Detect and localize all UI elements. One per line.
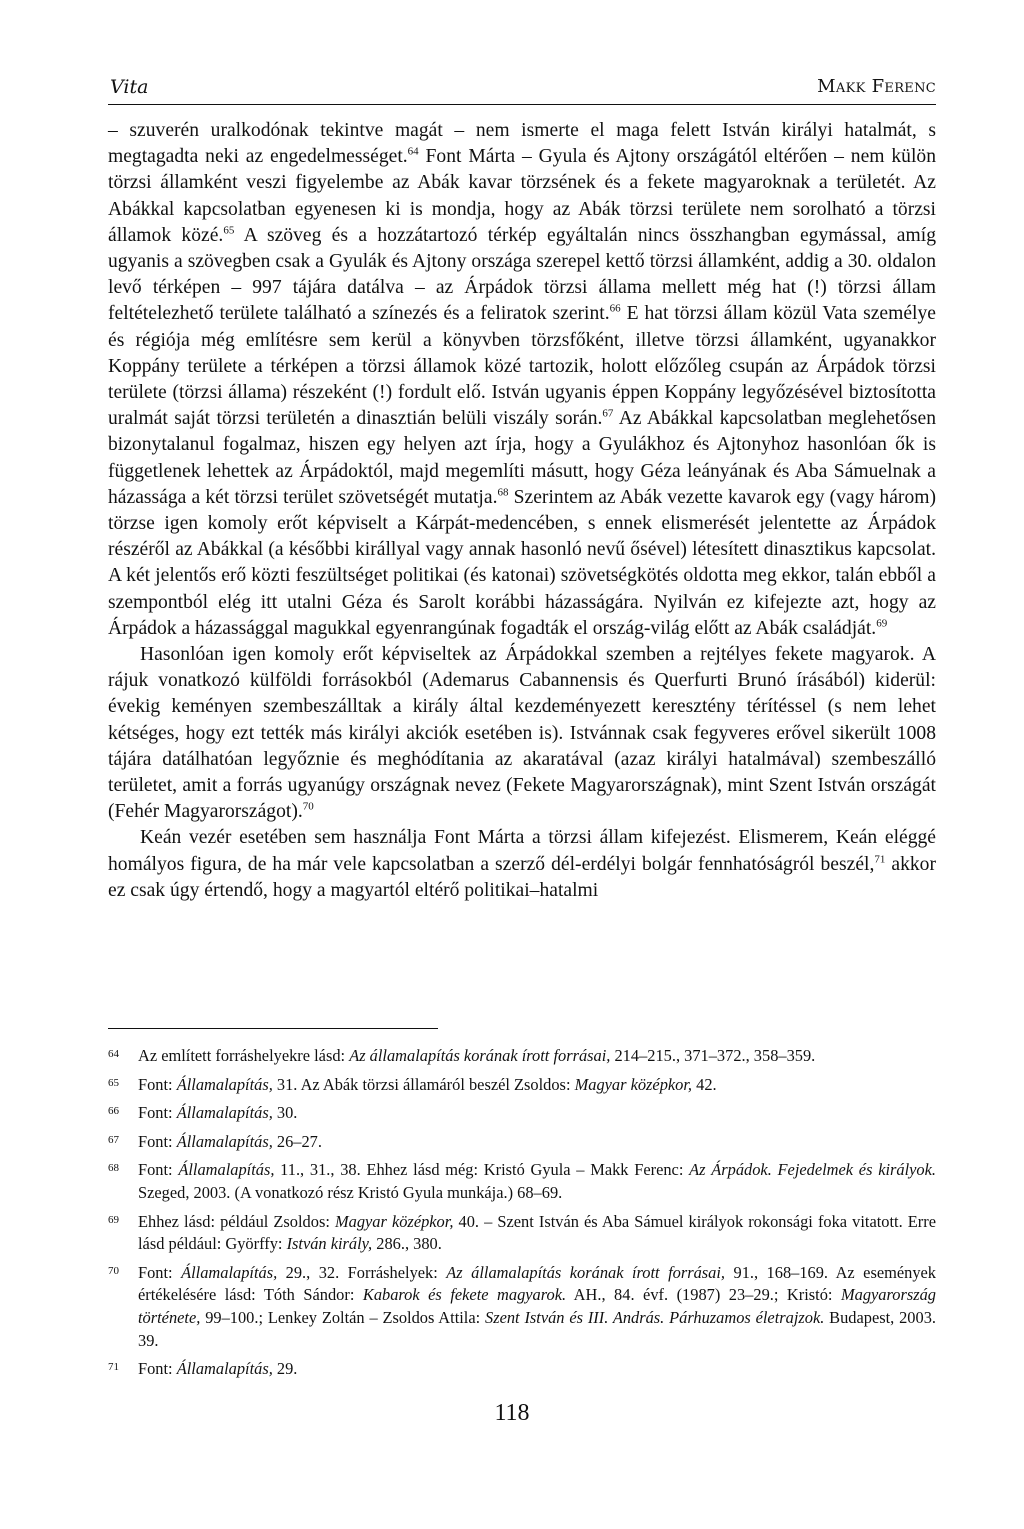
- text-run: 30.: [272, 1103, 298, 1123]
- italic-title: Államalapítás,: [176, 1103, 273, 1123]
- page-number: 118: [494, 1400, 530, 1426]
- footnote: [108, 1262, 936, 1352]
- text-run: Budapest, 2003. 39.: [138, 1307, 936, 1350]
- italic-title: Az államalapítás korának írott forrásai,: [349, 1046, 611, 1065]
- footnote-reference: 70: [302, 800, 314, 813]
- footnote-number: 70: [108, 1264, 119, 1277]
- italic-title: Államalapítás,: [178, 1160, 275, 1180]
- footnote: [108, 1074, 936, 1097]
- footnote-separator: [108, 1028, 438, 1029]
- footnote-number: 64: [108, 1048, 119, 1060]
- italic-title: Államalapítás,: [181, 1262, 278, 1282]
- footnote-reference: 66: [609, 302, 621, 315]
- text-run: 99–100.; Lenkey Zoltán – Zsoldos Attila:: [200, 1307, 486, 1327]
- text-run: 29., 32. Forráshelyek:: [277, 1262, 447, 1282]
- paragraph: [108, 642, 936, 825]
- footnote: [108, 1159, 936, 1204]
- paragraph: [108, 825, 936, 904]
- text-run: Keán vezér esetében sem használja Font Márta a törzsi állam kifejezést. Elismerem, Keán eléggé homályos figura, de ha már vele kapcsolatban a szerző dél-erdélyi bolgár fennhatóságról beszél,: [108, 827, 936, 875]
- text-run: 42.: [692, 1074, 717, 1094]
- text-run: 29.: [272, 1359, 298, 1379]
- italic-title: Kabarok és fekete magyarok.: [362, 1285, 567, 1305]
- text-run: 91., 168–169. Az események értékelésére lásd: Tóth Sándor:: [138, 1262, 936, 1305]
- text-run: Az Abákkal kapcsolatban meglehetősen bizonytalanul fogalmaz, hiszen egy helyen azt írja, hogy a Gyulákhoz és Ajtonyhoz hasonlóan ők is függetlenek lehettek az Árpádoktól, majd megemlíti másutt, hogy Géza leányának és Aba Sámuelnak a házassága a két törzsi terület szövetségét mutatja.: [108, 408, 936, 508]
- text-run: Ehhez lásd: például Zsoldos:: [138, 1211, 335, 1231]
- paragraph: [108, 118, 936, 642]
- footnote-reference: 64: [407, 145, 419, 158]
- footnote-reference: 71: [874, 853, 886, 866]
- footnote-number: 71: [108, 1361, 119, 1374]
- footnote: [108, 1211, 936, 1256]
- running-head-author: Makk Ferenc: [817, 76, 936, 97]
- footnote-number: 69: [108, 1213, 119, 1226]
- text-run: 286., 380.: [372, 1234, 442, 1254]
- text-run: Szerintem az Abák vezette kavarok egy (vagy három) törzse igen komoly erőt képviselt a Kárpát-medencében, s ennek elismerését jelentette az Árpádok részéről az Abákkal (a későbbi királlyal vagy annak hasonló nevű ősével) létesített dinasztikus kapcsolat. A két jelentős erő közti feszültséget politikai (és katonai) szövetségkötés oldotta meg ekkor, talán ebből a szempontból elég itt utalni Géza és Sarolt korábbi házasságára. Nyilván ez kifejezte azt, hogy az Árpádok a házassággal magukkal egyenrangúnak fogadták el ország-világ előtt az Abák családját.: [108, 486, 937, 639]
- text-run: Szeged, 2003. (A vonatkozó rész Kristó Gyula munkája.) 68–69.: [138, 1182, 563, 1202]
- text-run: Font:: [138, 1160, 179, 1180]
- footnotes: [108, 1045, 936, 1387]
- footnote: [108, 1045, 936, 1068]
- footnote: [108, 1358, 936, 1381]
- footnote-reference: 65: [223, 224, 235, 237]
- italic-title: Államalapítás,: [176, 1074, 273, 1094]
- italic-title: Államalapítás,: [176, 1131, 273, 1151]
- running-head-section: Vita: [110, 76, 149, 98]
- italic-title: Magyar középkor,: [574, 1074, 693, 1094]
- text-run: 26–27.: [272, 1131, 322, 1151]
- text-run: Font:: [138, 1103, 177, 1123]
- italic-title: Szent István és III. András. Párhuzamos életrajzok.: [485, 1307, 825, 1327]
- text-run: Font:: [138, 1262, 182, 1282]
- header-rule: [108, 104, 936, 105]
- text-run: Az említett forráshelyekre lásd:: [138, 1046, 350, 1065]
- text-run: Hasonlóan igen komoly erőt képviseltek az Árpádokkal szemben a rejtélyes fekete magyarok. A rájuk vonatkozó külföldi forrásokból (Ademarus Cabannensis és Querfurti Brunó írásából) kiderül: évekig keményen szembeszálltak a király által kezdeményezett keresztény térítéssel (s nem lehet kétséges, hogy ezt tették más királyi akciók esetében is). Istvánnak csak fegyveres erővel sikerült 1008 tájára datálhatóan legyőznie és meghódítania az akaratával (azaz királyi hatalmával) szembeszálló területet, amit a forrás ugyanúgy országnak nevez (Fekete Magyarországnak), mint Szent István országát (Fehér Magyarországot).: [108, 644, 936, 823]
- footnote-reference: 69: [876, 617, 888, 630]
- italic-title: Államalapítás,: [176, 1359, 273, 1379]
- italic-title: Az államalapítás korának írott forrásai,: [446, 1262, 726, 1282]
- footnote-number: 66: [108, 1105, 119, 1118]
- text-run: Font:: [138, 1359, 177, 1379]
- text-run: Font:: [138, 1074, 177, 1094]
- footnote-reference: 67: [602, 407, 614, 420]
- text-run: 40. – Szent István és Aba Sámuel királyok rokonsági foka vitatott. Erre lásd például: Györffy:: [138, 1211, 936, 1254]
- text-run: akkor ez csak úgy értendő, hogy a magyartól eltérő politikai–hatalmi: [108, 853, 937, 901]
- footnote: [108, 1131, 936, 1154]
- body-text: [108, 118, 936, 904]
- text-run: AH., 84. évf. (1987) 23–29.; Kristó:: [566, 1285, 841, 1305]
- text-run: E hat törzsi állam közül Vata személye és régiója még említésre sem kerül a könyvben törzsfőként, illetve törzsi államként, ugyanakkor Koppány területe a térképen a törzsi államok közé tartozik, holott előzőleg csupán az Árpádok törzsi területe (törzsi állama) részeként (!) fordult elő. István ugyanis éppen Koppány legyőzésével biztosította uralmát saját törzsi területén a dinasztián belüli viszály során.: [108, 303, 936, 430]
- text-run: 11., 31., 38. Ehhez lásd még: Kristó Gyula – Makk Ferenc:: [274, 1160, 690, 1180]
- footnote-number: 68: [108, 1162, 119, 1175]
- italic-title: István király,: [286, 1234, 373, 1254]
- text-run: – szuverén uralkodónak tekintve magát – nem ismerte el maga felett István királyi hatalmát, s megtagadta neki az engedelmességet.: [108, 120, 936, 168]
- text-run: 31. Az Abák törzsi államáról beszél Zsoldos:: [272, 1074, 575, 1094]
- text-run: A szöveg és a hozzátartozó térkép egyáltalán nincs összhangban egymással, amíg ugyanis a szövegben csak a Gyulák és Ajtony országa szerepel kettő törzsi államként, addig a 30. oldalon levő térképen – 997 tájára datálva – az Árpádok törzsi állama mellett még hat (!) törzsi állam feltételezhető területe található a színezés és a feliratok szerint.: [108, 224, 936, 325]
- text-run: Font:: [138, 1131, 177, 1151]
- text-run: Font Márta – Gyula és Ajtony országától eltérően – nem külön törzsi államként veszi figyelembe az Abák kavar törzsének és a fekete magyaroknak a területét. Az Abákkal kapcsolatban egyenesen ki is mondja, hogy az Abák törzsi területe nem sorolható a törzsi államok közé.: [108, 146, 936, 246]
- italic-title: Magyarország története,: [138, 1285, 936, 1327]
- italic-title: Magyar középkor,: [334, 1211, 454, 1231]
- text-run: 214–215., 371–372., 358–359.: [610, 1046, 816, 1065]
- italic-title: Az Árpádok. Fejedelmek és királyok.: [689, 1160, 937, 1180]
- footnote-reference: 68: [497, 486, 509, 499]
- footnote-number: 67: [108, 1133, 119, 1146]
- footnote-number: 65: [108, 1076, 119, 1089]
- footnote: [108, 1102, 936, 1125]
